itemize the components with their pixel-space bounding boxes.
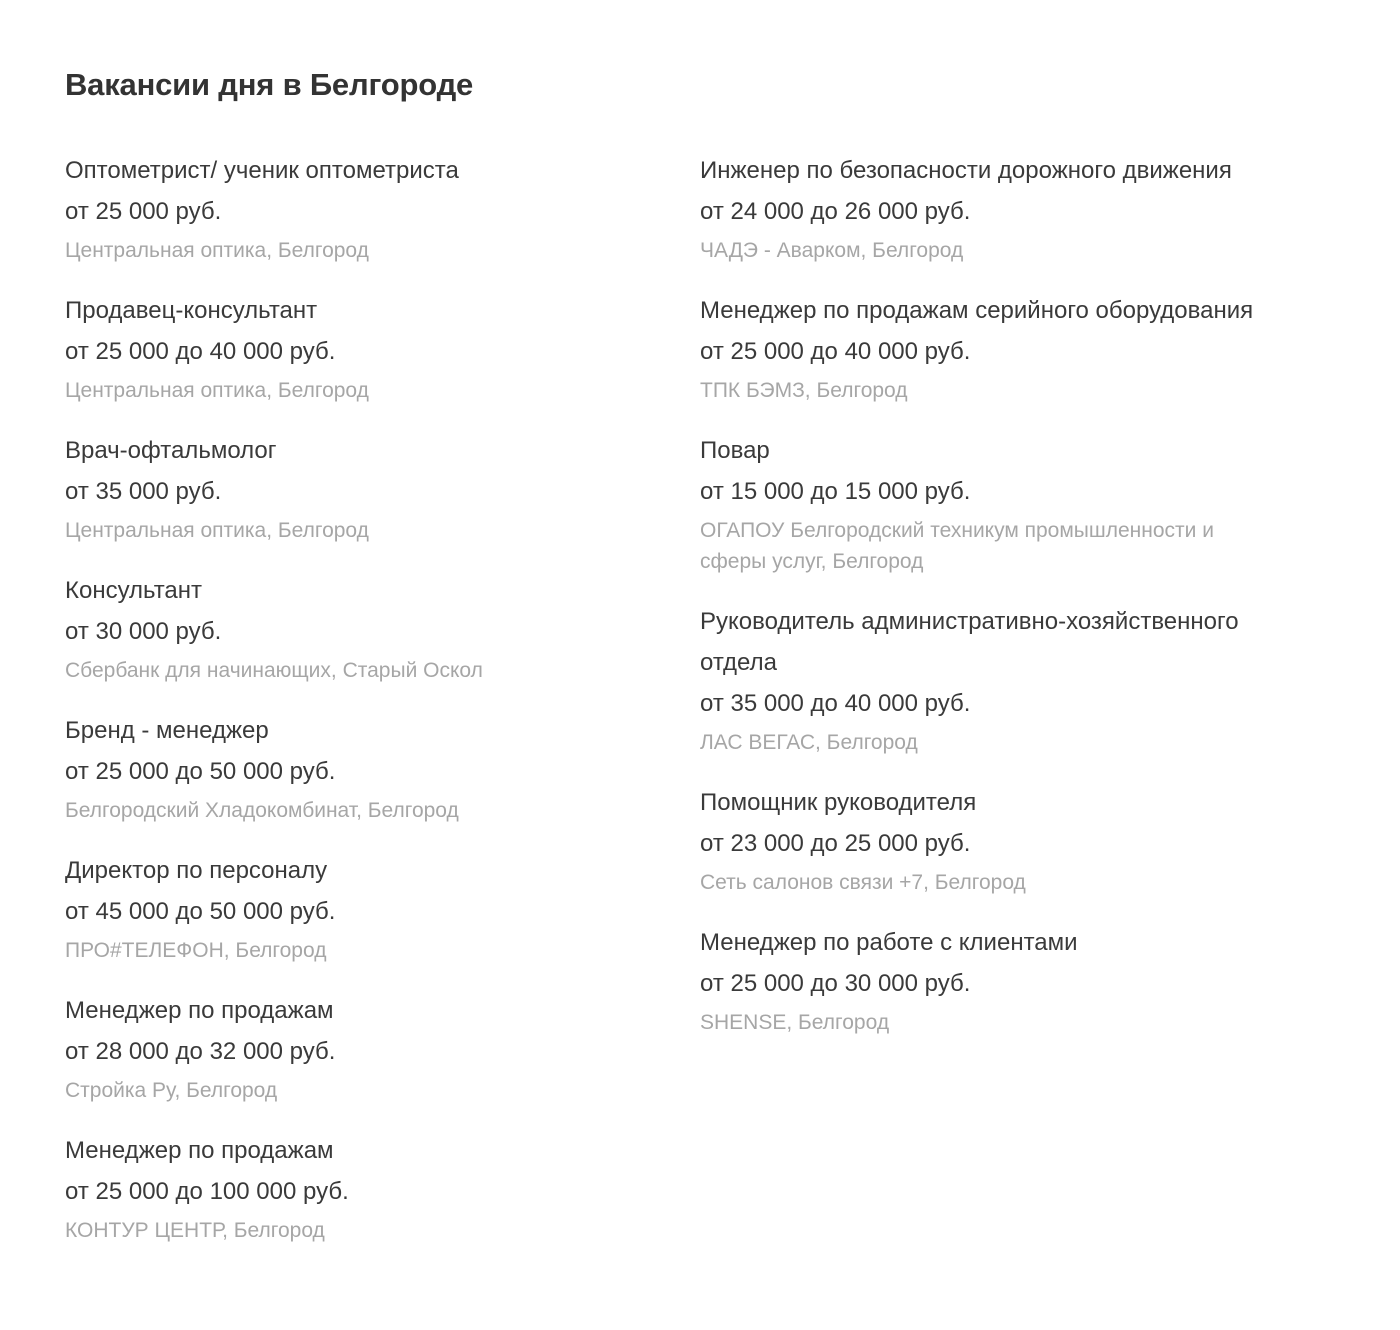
job-salary: от 35 000 руб.: [65, 478, 222, 505]
job-listing[interactable]: [65, 430, 640, 546]
jobs-column-left: [65, 150, 640, 1270]
job-salary: от 45 000 до 50 000 руб.: [65, 898, 336, 925]
job-salary: от 23 000 до 25 000 руб.: [700, 830, 971, 857]
job-title[interactable]: Менеджер по продажам: [65, 1137, 334, 1164]
job-company: Центральная оптика, Белгород: [65, 519, 369, 542]
job-listing[interactable]: [700, 601, 1258, 758]
jobs-columns: [65, 150, 1400, 1270]
job-listing[interactable]: [700, 922, 1258, 1038]
job-title[interactable]: Консультант: [65, 577, 203, 604]
job-listing[interactable]: [700, 290, 1258, 406]
jobs-column-right: [700, 150, 1258, 1062]
job-listing[interactable]: [65, 1130, 640, 1246]
job-salary: от 25 000 до 40 000 руб.: [65, 338, 336, 365]
job-company: Центральная оптика, Белгород: [65, 379, 369, 402]
job-salary: от 15 000 до 15 000 руб.: [700, 478, 971, 505]
job-salary: от 25 000 до 50 000 руб.: [65, 758, 336, 785]
job-title[interactable]: Инженер по безопасности дорожного движения: [700, 157, 1232, 184]
job-company: Белгородский Хладокомбинат, Белгород: [65, 799, 459, 822]
job-title[interactable]: Менеджер по продажам: [65, 997, 334, 1024]
job-listing[interactable]: [65, 990, 640, 1106]
job-salary: от 25 000 до 30 000 руб.: [700, 970, 971, 997]
job-title[interactable]: Врач-офтальмолог: [65, 437, 277, 464]
job-company: КОНТУР ЦЕНТР, Белгород: [65, 1219, 325, 1242]
job-title[interactable]: Помощник руководителя: [700, 789, 977, 816]
job-company: ЛАС ВЕГАС, Белгород: [700, 731, 918, 754]
job-listing[interactable]: [65, 570, 640, 686]
job-listing[interactable]: [65, 710, 640, 826]
page-title: Вакансии дня в Белгороде: [65, 67, 474, 102]
job-company: ЧАДЭ - Аварком, Белгород: [700, 239, 964, 262]
job-listing[interactable]: [65, 850, 640, 966]
job-title[interactable]: Менеджер по продажам серийного оборудования: [700, 297, 1254, 324]
job-listing[interactable]: [700, 150, 1258, 266]
job-title[interactable]: Продавец-консультант: [65, 297, 318, 324]
job-salary: от 25 000 до 40 000 руб.: [700, 338, 971, 365]
job-title[interactable]: Бренд - менеджер: [65, 717, 269, 744]
job-salary: от 25 000 до 100 000 руб.: [65, 1178, 349, 1205]
job-title[interactable]: Менеджер по работе с клиентами: [700, 929, 1078, 956]
job-listing[interactable]: [700, 782, 1258, 898]
job-salary: от 24 000 до 26 000 руб.: [700, 198, 971, 225]
job-title[interactable]: Оптометрист/ ученик оптометриста: [65, 157, 459, 184]
job-salary: от 30 000 руб.: [65, 618, 222, 645]
job-listing[interactable]: [65, 290, 640, 406]
job-salary: от 25 000 руб.: [65, 198, 222, 225]
job-company: Стройка Ру, Белгород: [65, 1079, 278, 1102]
job-salary: от 28 000 до 32 000 руб.: [65, 1038, 336, 1065]
job-company: Центральная оптика, Белгород: [65, 239, 369, 262]
job-company: ПРО#ТЕЛЕФОН, Белгород: [65, 939, 327, 962]
job-salary: от 35 000 до 40 000 руб.: [700, 690, 971, 717]
job-company: ОГАПОУ Белгородский техникум промышленности и сферы услуг, Белгород: [700, 519, 1214, 573]
job-title[interactable]: Руководитель административно-хозяйственного отдела: [700, 608, 1239, 676]
job-company: SHENSE, Белгород: [700, 1011, 890, 1034]
job-listing[interactable]: [700, 430, 1258, 577]
job-company: ТПК БЭМЗ, Белгород: [700, 379, 908, 402]
job-title[interactable]: Директор по персоналу: [65, 857, 328, 884]
job-company: Сеть салонов связи +7, Белгород: [700, 871, 1026, 894]
job-listing[interactable]: [65, 150, 640, 266]
job-company: Сбербанк для начинающих, Старый Оскол: [65, 659, 483, 682]
job-title[interactable]: Повар: [700, 437, 770, 464]
